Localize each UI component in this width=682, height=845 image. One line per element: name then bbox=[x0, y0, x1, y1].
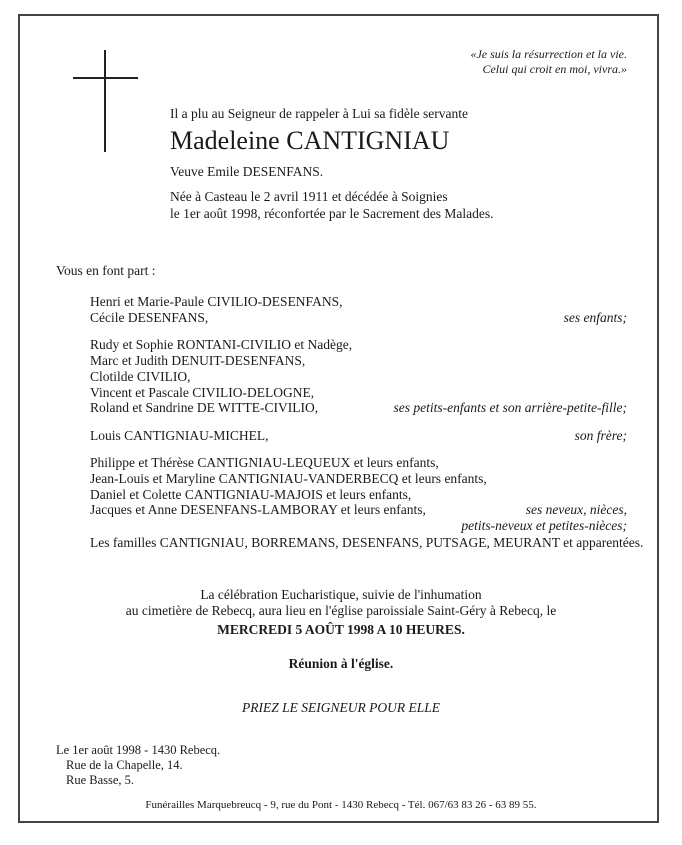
family-name: Henri et Marie-Paule CIVILIO-DESENFANS, bbox=[90, 294, 343, 309]
death-line: le 1er août 1998, réconfortée par le Sacrement des Malades. bbox=[170, 206, 494, 221]
relation-label: ses enfants; bbox=[563, 310, 627, 325]
families-line: Les familles CANTIGNIAU, BORREMANS, DESENFANS, PUTSAGE, MEURANT et apparentées. bbox=[90, 535, 644, 550]
prayer-line: PRIEZ LE SEIGNEUR POUR ELLE bbox=[242, 700, 440, 715]
relation-label: son frère; bbox=[574, 428, 627, 443]
family-name: Philippe et Thérèse CANTIGNIAU-LEQUEUX et leurs enfants, bbox=[90, 455, 439, 470]
deceased-name: Madeleine CANTIGNIAU bbox=[170, 126, 450, 155]
funeral-home-footer: Funérailles Marquebreucq - 9, rue du Pont - 1430 Rebecq - Tél. 067/63 83 26 - 63 89 55. bbox=[145, 799, 537, 811]
relation-label: petits-neveux et petites-nièces; bbox=[461, 518, 627, 533]
quote-line: Celui qui croit en moi, vivra.» bbox=[482, 62, 627, 76]
bible-quote bbox=[470, 47, 627, 77]
address-line: Rue Basse, 5. bbox=[66, 773, 135, 787]
intro-text: Il a plu au Seigneur de rappeler à Lui sa fidèle servante bbox=[170, 106, 468, 121]
ceremony-date: MERCREDI 5 AOÛT 1998 A 10 HEURES. bbox=[217, 622, 465, 637]
family-name: Jean-Louis et Maryline CANTIGNIAU-VANDERBECQ et leurs enfants, bbox=[90, 471, 487, 486]
widow-line: Veuve Emile DESENFANS. bbox=[170, 164, 324, 179]
ceremony-line: La célébration Eucharistique, suivie de l'inhumation bbox=[200, 587, 482, 602]
family-name: Vincent et Pascale CIVILIO-DELOGNE, bbox=[90, 385, 315, 400]
family-name: Cécile DESENFANS, bbox=[90, 310, 209, 325]
family-name: Roland et Sandrine DE WITTE-CIVILIO, bbox=[90, 400, 319, 415]
address-line: Le 1er août 1998 - 1430 Rebecq. bbox=[56, 743, 221, 757]
family-name: Rudy et Sophie RONTANI-CIVILIO et Nadège, bbox=[90, 337, 353, 352]
ceremony-line: au cimetière de Rebecq, aura lieu en l'église paroissiale Saint-Géry à Rebecq, le bbox=[125, 603, 557, 618]
quote-line: «Je suis la résurrection et la vie. bbox=[470, 47, 627, 61]
meeting-line: Réunion à l'église. bbox=[288, 656, 394, 671]
cross-icon-bar bbox=[73, 77, 138, 79]
announcement-label: Vous en font part : bbox=[56, 263, 156, 278]
relation-label: ses petits-enfants et son arrière-petite-fille; bbox=[393, 400, 627, 415]
birth-line: Née à Casteau le 2 avril 1911 et décédée à Soignies bbox=[170, 189, 448, 204]
family-name: Jacques et Anne DESENFANS-LAMBORAY et leurs enfants, bbox=[90, 502, 426, 517]
family-name: Daniel et Colette CANTIGNIAU-MAJOIS et leurs enfants, bbox=[90, 487, 412, 502]
relation-label: ses neveux, nièces, bbox=[525, 502, 627, 517]
cross-icon bbox=[104, 50, 106, 152]
family-name: Clotilde CIVILIO, bbox=[90, 369, 191, 384]
family-name: Marc et Judith DENUIT-DESENFANS, bbox=[90, 353, 306, 368]
family-name: Louis CANTIGNIAU-MICHEL, bbox=[90, 428, 269, 443]
address-line: Rue de la Chapelle, 14. bbox=[66, 758, 183, 772]
